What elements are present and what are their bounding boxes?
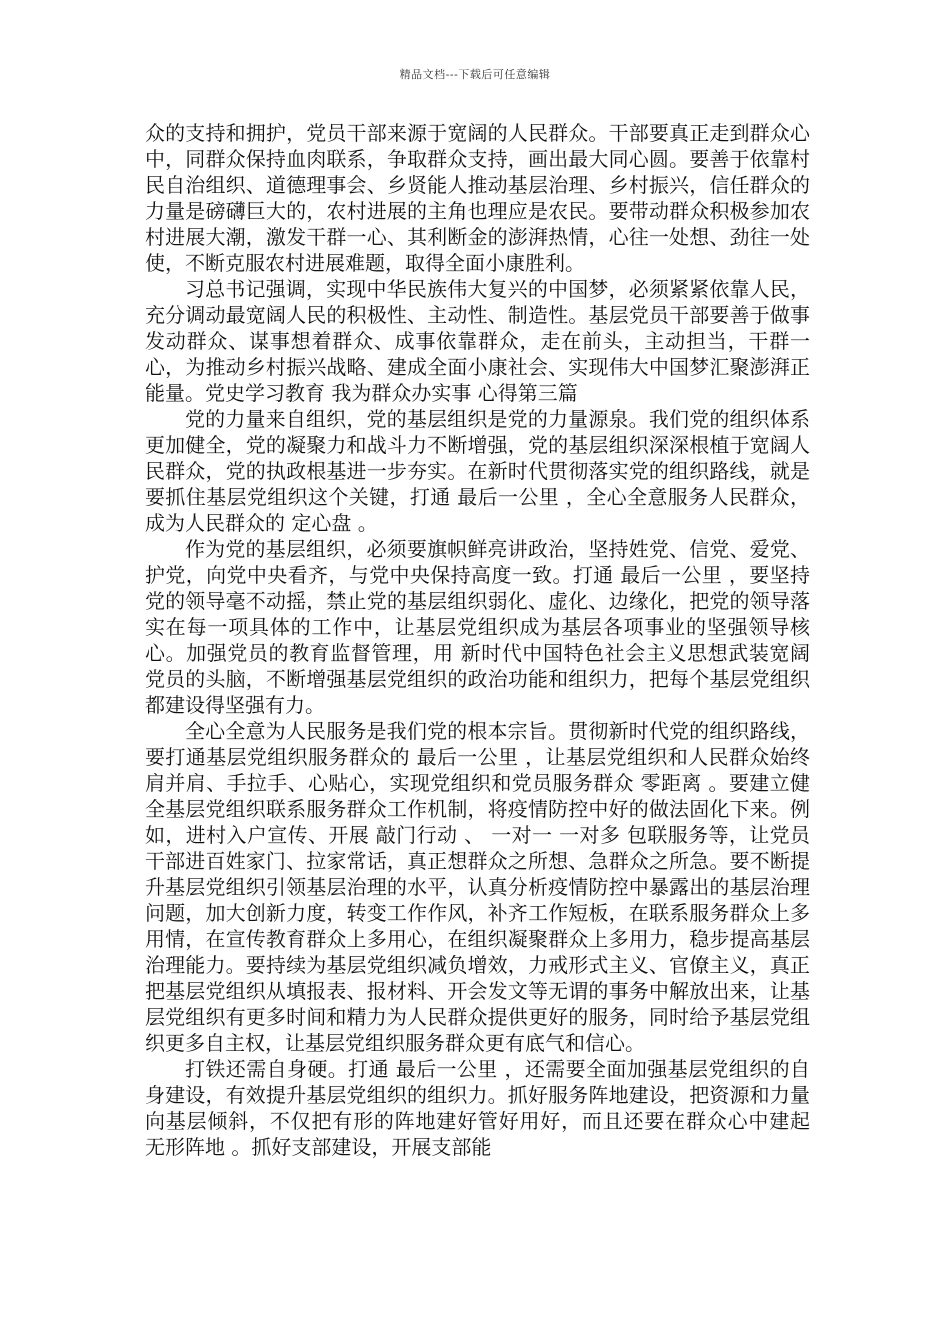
paragraph-6: 打铁还需自身硬。打通 最后一公里 ，还需要全面加强基层党组织的自身建设，有效提升基层党组织的组织力。抓好服务阵地建设，把资源和力量向基层倾斜，不仅把有形的阵地建好管好用好，而且还要在群众心中建起 无形阵地 。抓好支部建设，开展支部能 — [145, 1057, 810, 1159]
paragraph-3: 党的力量来自组织，党的基层组织是党的力量源泉。我们党的组织体系更加健全，党的凝聚力和战斗力不断增强，党的基层组织深深根植于宽阔人民群众，党的执政根基进一步夯实。在新时代贯彻落实党的组织路线，就是要抓住基层党组织这个关键，打通 最后一公里 ，全心全意服务人民群众，成为人民群众的 定心盘 。 — [145, 407, 810, 535]
paragraph-5: 全心全意为人民服务是我们党的根本宗旨。贯彻新时代党的组织路线，要打通基层党组织服务群众的 最后一公里 ，让基层党组织和人民群众始终肩并肩、手拉手、心贴心，实现党组织和党员服务群众 零距离 。要建立健全基层党组织联系服务群众工作机制，将疫情防控中好的做法固化下来。例如，进村入户宣传、开展 敲门行动 、 一对一 一对多 包联服务等，让党员干部进百姓家门、拉家常话，真正想群众之所想、急群众之所急。要不断提升基层党组织引领基层治理的水平，认真分析疫情防控中暴露出的基层治理问题，加大创新力度，转变工作作风，补齐工作短板，在联系服务群众上多用情，在宣传教育群众上多用心，在组织凝聚群众上多用力，稳步提高基层治理能力。要持续为基层党组织减负增效，力戒形式主义、官僚主义，真正把基层党组织从填报表、报材料、开会发文等无谓的事务中解放出来，让基层党组织有更多时间和精力为人民群众提供更好的服务，同时给予基层党组织更多自主权，让基层党组织服务群众更有底气和信心。 — [145, 719, 810, 1055]
paragraph-1: 众的支持和拥护，党员干部来源于宽阔的人民群众。干部要真正走到群众心中，同群众保持血肉联系，争取群众支持，画出最大同心圆。要善于依靠村民自治组织、道德理事会、乡贤能人推动基层治理、乡村振兴，信任群众的力量是磅礴巨大的，农村进展的主角也理应是农民。要带动群众积极参加农村进展大潮，激发干群一心、其利断金的澎湃热情，心往一处想、劲往一处使，不断克服农村进展难题，取得全面小康胜利。 — [145, 121, 810, 275]
document-body — [145, 120, 810, 1160]
paragraph-2: 习总书记强调，实现中华民族伟大复兴的中国梦，必须紧紧依靠人民，充分调动最宽阔人民的积极性、主动性、制造性。基层党员干部要善于做事发动群众、谋事想着群众、成事依靠群众，走在前头，主动担当，干群一心，为推动乡村振兴战略、建成全面小康社会、实现伟大中国梦汇聚澎湃正能量。党史学习教育 我为群众办实事 心得第三篇 — [145, 277, 810, 405]
page-header: 精品文档---下载后可任意编辑 — [399, 68, 551, 81]
paragraph-4: 作为党的基层组织，必须要旗帜鲜亮讲政治，坚持姓党、信党、爱党、护党，向党中央看齐，与党中央保持高度一致。打通 最后一公里 ，要坚持党的领导毫不动摇，禁止党的基层组织弱化、虚化、边缘化，把党的领导落实在每一项具体的工作中，让基层党组织成为基层各项事业的坚强领导核心。加强党员的教育监督管理，用 新时代中国特色社会主义思想武装宽阔党员的头脑，不断增强基层党组织的政治功能和组织力，把每个基层党组织都建设得坚强有力。 — [145, 537, 810, 717]
